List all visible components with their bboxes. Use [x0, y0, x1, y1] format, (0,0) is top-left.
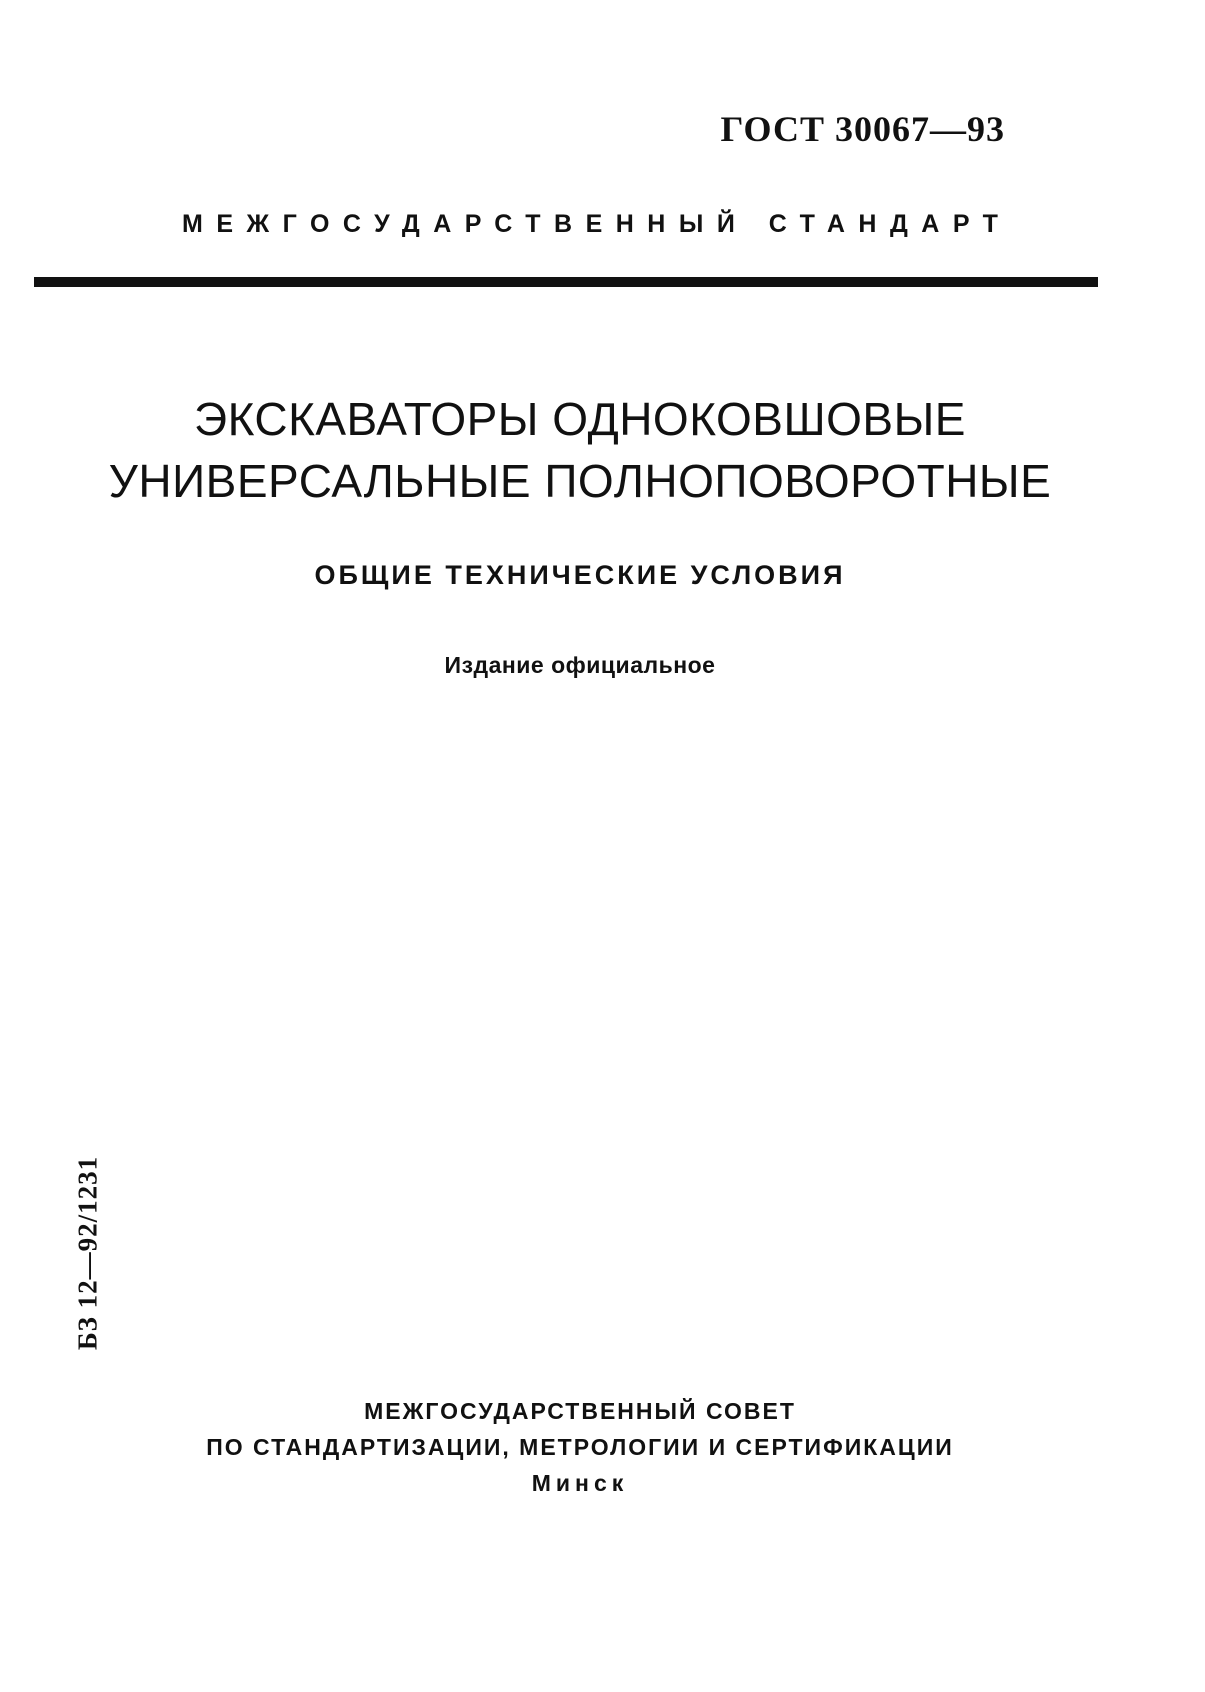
- document-title: [0, 388, 1160, 512]
- document-title-line-1: ЭКСКАВАТОРЫ ОДНОКОВШОВЫЕ: [194, 393, 966, 445]
- publisher-line-1: МЕЖГОСУДАРСТВЕННЫЙ СОВЕТ: [364, 1398, 796, 1424]
- publisher-city: Минск: [531, 1470, 629, 1496]
- document-title-line-2: УНИВЕРСАЛЬНЫЕ ПОЛНОПОВОРОТНЫЕ: [108, 455, 1052, 507]
- side-registration-code: БЗ 12—92/1231: [72, 1155, 103, 1351]
- gost-number: ГОСТ 30067—93: [720, 109, 1005, 149]
- publisher-block: [0, 1393, 1160, 1501]
- document-subtitle: ОБЩИЕ ТЕХНИЧЕСКИЕ УСЛОВИЯ: [314, 560, 846, 590]
- header-divider: [34, 277, 1098, 287]
- publisher-line-2: ПО СТАНДАРТИЗАЦИИ, МЕТРОЛОГИИ И СЕРТИФИКАЦИИ: [206, 1434, 954, 1460]
- edition-note: Издание официальное: [444, 652, 716, 678]
- standard-type-heading: МЕЖГОСУДАРСТВЕННЫЙ СТАНДАРТ: [182, 210, 1012, 238]
